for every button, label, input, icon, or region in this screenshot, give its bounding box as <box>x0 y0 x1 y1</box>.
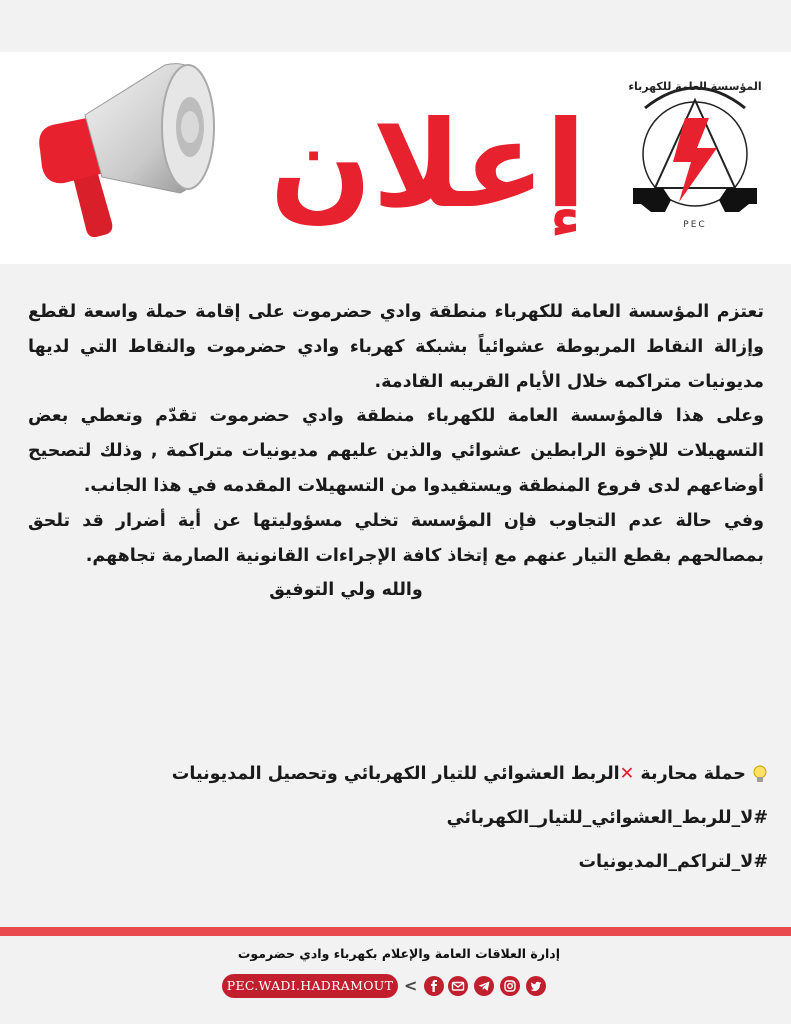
facebook-icon[interactable] <box>424 976 444 996</box>
paragraph-2: وعلى هذا فالمؤسسة العامة للكهرباء منطقة وادي حضرموت تقدّم وتعطي بعض التسهيلات للإخوة الرابطين عشوائي والذين عليهم مديونيات متراكمة , وذلك لتصحيح أوضاعهم لدى فروع المنطقة ويستفيدوا من التسهيلات المقدمه في هذا الجانب. <box>28 406 764 496</box>
hashtag-1: #لا_للربط_العشوائي_للتيار_الكهربائي <box>446 808 768 828</box>
cross-mark-icon: ✕ <box>619 764 635 784</box>
twitter-icon[interactable] <box>526 976 546 996</box>
campaign-line <box>28 752 768 796</box>
social-handle[interactable]: PEC.WADI.HADRAMOUT <box>222 974 398 998</box>
megaphone-icon <box>30 55 220 245</box>
closing-line: والله ولي التوفيق <box>269 580 423 601</box>
campaign-text-1: حملة محاربة <box>640 764 746 784</box>
hashtag-2: #لا_لتراكم_المديونيات <box>578 852 768 872</box>
announcement-title: إعلان <box>269 96 587 235</box>
paragraph-3: وفي حالة عدم التجاوب فإن المؤسسة تخلي مسؤوليتها عن أية أضرار قد تلحق بمصالحهم بقطع التيار عنهم مع إتخاذ كافة الإجراءات القانونية الصارمة تجاههم. <box>28 510 764 566</box>
campaign-text-2: الربط العشوائي للتيار الكهربائي وتحصيل المديونيات <box>171 764 620 784</box>
pec-logo <box>625 70 765 240</box>
logo-emblem-icon <box>625 70 765 240</box>
campaign-lines <box>28 752 768 884</box>
logo-org-name: المؤسسة العامة للكهرباء <box>628 80 762 93</box>
telegram-icon[interactable] <box>474 976 494 996</box>
instagram-icon[interactable] <box>500 976 520 996</box>
lightbulb-icon <box>752 765 768 783</box>
email-icon[interactable] <box>448 976 468 996</box>
logo-abbr: PEC <box>683 220 707 230</box>
footer-divider <box>0 927 791 936</box>
department-name: إدارة العلاقات العامة والإعلام بكهرباء وادي حضرموت <box>237 946 560 961</box>
announcement-body <box>28 295 764 608</box>
paragraph-1: تعتزم المؤسسة العامة للكهرباء منطقة وادي حضرموت على إقامة حملة واسعة لقطع وإزالة النقاط المربوطة عشوائياً بشبكة كهرباء وادي حضرموت والنقاط التي لديها مديونيات متراكمه خلال الأيام القريبه القادمة. <box>28 302 764 392</box>
chevron-left-icon: < <box>404 976 418 995</box>
